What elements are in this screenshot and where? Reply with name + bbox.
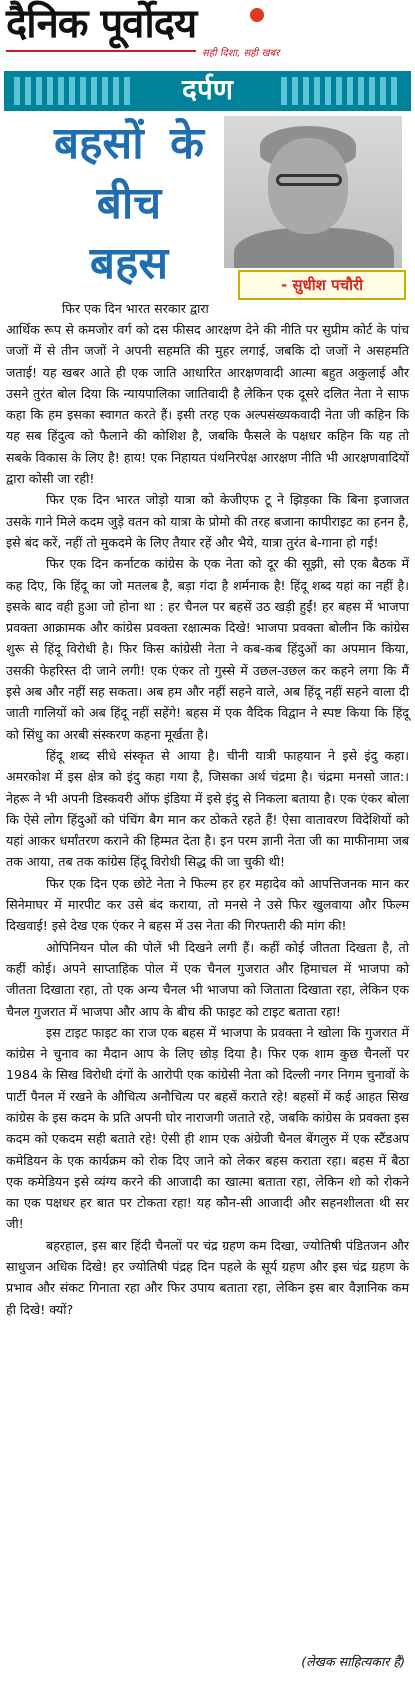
headline-line: बहस: [89, 238, 169, 289]
author-byline-box: [238, 270, 406, 300]
article-paragraph: फिर एक दिन कर्नाटक कांग्रेस के एक नेता को दूर की सूझी, सो एक बैठक में कह दिए, कि हिंदू का जो मतलब है, बड़ा गंदा है शर्मनाक है! हिंदू शब्द यहां का नहीं है। इसके बाद वही हुआ जो होना था : हर चैनल पर बहसें उठ खड़ी हुईं! हर बहस में भाजपा प्रवक्ता आक्रामक और कांग्रेस प्रवक्ता रक्षात्मक दिखे! भाजपा प्रवक्ता बोलीन कि कांग्रेस शुरू से हिंदू विरोधी है। फिर किस कांग्रेसी नेता ने कब-कब हिंदुओं का अपमान किया, उसकी फेहरिस्त दी जाने लगी! एक एंकर तो गुस्से में उछल-उछल कर कहने लगा कि मैं इसे अब और नहीं सह सकता। अब हम और नहीं सहने वाले, अब हिंदू नहीं सहने वाला दी जाती गालियों को अब हिंदू नहीं सहेंगे! बहस में एक वैदिक विद्वान ने स्पष्ट किया कि हिंदू को सिंधु का अरबी संस्करण कहना मूर्खता है।: [6, 556, 409, 742]
author-photo: [224, 116, 402, 268]
article-paragraph: ओपिनियन पोल की पोलें भी दिखने लगी हैं। कहीं कोई जीतता दिखता है, तो कहीं कोई। अपने साप्ताहिक पोल में एक चैनल गुजरात और हिमाचल में भाजपा को जीतता दिखाता रहा, तो एक अन्य चैनल भी भाजपा को जिताता दिखाता रहा, लेकिन एक चैनल गुजरात में भाजपा और आप के बीच की फाइट को टाइट बताता रहा!: [6, 939, 409, 1019]
article-first-line: फिर एक दिन भारत सरकार द्वारा: [62, 301, 209, 316]
article-paragraph: बहरहाल, इस बार हिंदी चैनलों पर चंद्र ग्रहण कम दिखा, ज्योतिषी पंडितजन और साधुजन अधिक दिखे! हर ज्योतिषी पंद्रह दिन पहले के सूर्य ग्रहण और इस चंद्र ग्रहण के प्रभाव और संकट गिनाता रहा और फिर उपाय बताता रहा, लेकिन इस बार वैज्ञानिक कम ही दिखे! क्यों?: [6, 1237, 409, 1317]
section-band: [4, 71, 411, 111]
sun-logo-icon: [250, 8, 264, 22]
photo-face: [268, 138, 348, 234]
newspaper-logo: दैनिक पूर्वोदय: [6, 0, 197, 47]
masthead-tagline: सही दिशा, सही खबर: [202, 48, 280, 59]
article-paragraph: आर्थिक रूप से कमजोर वर्ग को दस फीसद आरक्षण देने की नीति पर सुप्रीम कोर्ट के पांच जजों में से तीन जजों ने अपनी सहमति की मुहर लगाई, जबकि दो जजों ने असहमति जताई! यह खबर आते ही एक जाति आधारित आरक्षणवादी आत्मा बहुत अकुलाई और उसने तुरंत बोल दिया कि न्यायपालिका जातिवादी है लेकिन एक दूसरे दलित नेता ने साफ कहा कि हम इसका स्वागत करते हैं। इसी तरह एक अल्पसंख्यकवादी नेता जी कहिन कि यह सब हिंदुत्व को फैलाने की कोशिश है, जबकि फैसले के पक्षधर कहिन कि यह तो सबके विकास के लिए है! हाय! एक निहायत पंथनिरपेक्ष आरक्षण नीति भी आरक्षणवादियों द्वारा कोसी जा रही!: [6, 322, 409, 487]
logo-underline: [6, 50, 196, 52]
section-label: दर्पण: [170, 73, 245, 107]
headline-line: बहसों के: [54, 118, 204, 169]
author-note: (लेखक साहित्यकार हैं): [301, 1654, 405, 1669]
headline-line: बीच: [96, 178, 162, 229]
photo-shoulders: [234, 228, 394, 268]
glasses-icon: [276, 174, 342, 186]
author-name: - सुधीश पचौरी: [280, 276, 364, 294]
article-headline: [44, 114, 214, 294]
masthead: [6, 0, 306, 60]
article-paragraph: फिर एक दिन एक छोटे नेता ने फिल्म हर हर महादेव को आपत्तिजनक मान कर सिनेमाघर में मारपीट कर उसे बंद कराया, तो मनसे ने उसे फिर खुलवाया और फिल्म दिखवाई! इसे देख एक एंकर ने बहस में उस नेता की गिरफ्तारी की मांग की!: [6, 875, 409, 934]
article-paragraph: इस टाइट फाइट का राज एक बहस में भाजपा के प्रवक्ता ने खोला कि गुजरात में कांग्रेस ने चुनाव का मैदान आप के लिए छोड़ दिया है। फिर एक शाम कुछ चैनलों पर 1984 के सिख विरोधी दंगों के आरोपी एक कांग्रेसी नेता को दिल्ली नगर निगम चुनावों के पार्टी पैनल में रखने के औचित्य अनौचित्य पर बहसें कराते रहे! बहसों में कई आहत सिख कांग्रेस के इस कदम के प्रति अपनी घोर नाराजगी जताते रहे, जबकि कांग्रेस के प्रवक्ता इस कदम को एकदम सही बताते रहे! ऐसी ही शाम एक अंग्रेजी चैनल बेंगलुरु में एक स्टैंडअप कमेडियन के एक कार्यक्रम को रोक दिए जाने को लेकर बहस कराता रहा। बहस में बैठा एक कमेडियन इसे व्यंग्य करने की आजादी का खात्मा बताता रहा, लेकिन शो को रोकने का एक पक्षधर हर बात पर टोकता रहा! यह कौन-सी आजादी और सहनशीलता थी सर जी!: [6, 1024, 409, 1232]
article-body: [6, 319, 409, 1320]
article-paragraph: हिंदू शब्द सीधे संस्कृत से आया है। चीनी यात्री फाहयान ने इसे इंदु कहा। अमरकोश में इस क्षेत्र को इंदु कहा गया है, जिसका अर्थ चंद्रमा है। चंद्रमा मनसो जात:। नेहरू ने भी अपनी डिस्कवरी ऑफ इंडिया में इसे इंदु से निकला बताया है। एक एंकर बोला कि ऐसे लोग हिंदुओं को पंचिंग बैग मान कर ठोकते रहते हैं! ऐसा वातावरण विदेशियों को यहां आकर धर्मांतरण कराने की हिम्मत देता है। इन परम ज्ञानी नेता जी का माफीनामा जब तक आया, तब तक कांग्रेस हिंदू विरोधी सिद्ध की जा चुकी थी!: [6, 747, 409, 870]
article-paragraph: फिर एक दिन भारत जोड़ो यात्रा को केजीएफ टू ने झिड़का कि बिना इजाजत उसके गाने मिले कदम जुड़े वतन को यात्रा के प्रोमो की तरह बजाना कापीराइट का हनन है, इसे बंद करें, नहीं तो मुकदमे के लिए तैयार रहें और भैये, यात्रा तुरंत बे-गाना हो गई!: [6, 492, 409, 550]
